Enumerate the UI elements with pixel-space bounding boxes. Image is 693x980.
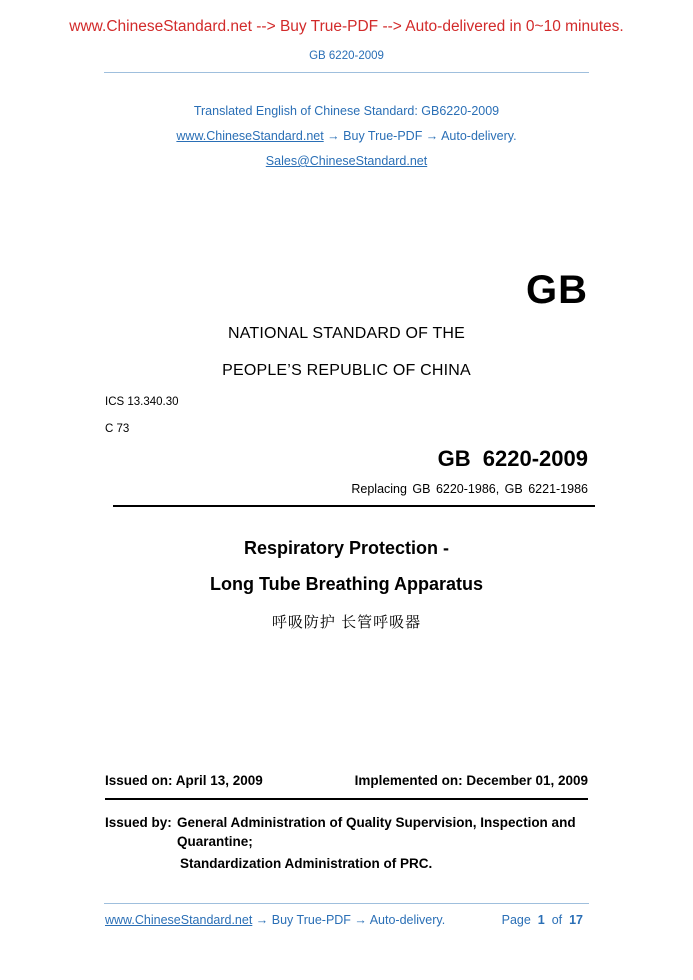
issued-by-line3: Standardization Administration of PRC. — [180, 856, 433, 871]
site-link[interactable]: www.ChineseStandard.net — [176, 129, 324, 143]
page-current: 1 — [537, 913, 545, 927]
title-chinese: 呼吸防护 长管呼吸器 — [271, 614, 422, 631]
buy-line — [0, 129, 693, 143]
page-of: of — [551, 913, 563, 927]
footer-site-link[interactable]: www.ChineseStandard.net — [105, 913, 253, 927]
standard-number: GB 6220-2009 — [437, 446, 588, 471]
header-standard-code: GB 6220-2009 — [309, 50, 384, 62]
header-divider — [104, 72, 589, 73]
sales-email-link[interactable]: Sales@ChineseStandard.net — [265, 154, 428, 168]
dates-divider — [105, 798, 588, 800]
top-banner[interactable]: www.ChineseStandard.net --> Buy True-PDF --> Auto-delivered in 0~10 minutes. — [69, 18, 624, 35]
page-total: 17 — [569, 913, 583, 927]
title-line2: Long Tube Breathing Apparatus — [210, 574, 483, 594]
buy-text: → Buy True-PDF → Auto-delivery. — [323, 129, 517, 143]
issued-by-label: Issued by: — [105, 815, 172, 830]
national-standard-line2: PEOPLE’S REPUBLIC OF CHINA — [222, 362, 471, 379]
gb-mark: GB — [526, 268, 588, 312]
footer-divider — [104, 903, 589, 904]
ics-code: ICS 13.340.30 — [105, 396, 179, 408]
title-divider — [113, 505, 595, 507]
issued-by-line1: General Administration of Quality Supervision, Inspection and — [177, 815, 576, 830]
title-line1: Respiratory Protection - — [243, 538, 450, 558]
sales-line — [0, 154, 693, 168]
issued-by-line2: Quarantine; — [177, 834, 253, 849]
page-label: Page — [501, 913, 531, 927]
ccs-code: C 73 — [105, 423, 130, 435]
footer-links — [105, 913, 445, 927]
page-indicator — [502, 913, 583, 927]
footer-buy-text: → Buy True-PDF → Auto-delivery. — [252, 913, 446, 927]
issued-on: Issued on: April 13, 2009 — [105, 773, 263, 788]
translated-line: Translated English of Chinese Standard: GB6220-2009 — [193, 104, 500, 118]
national-standard-line1: NATIONAL STANDARD OF THE — [227, 325, 466, 342]
replacing-line: Replacing GB 6220-1986, GB 6221-1986 — [351, 482, 588, 496]
implemented-on: Implemented on: December 01, 2009 — [354, 773, 588, 788]
